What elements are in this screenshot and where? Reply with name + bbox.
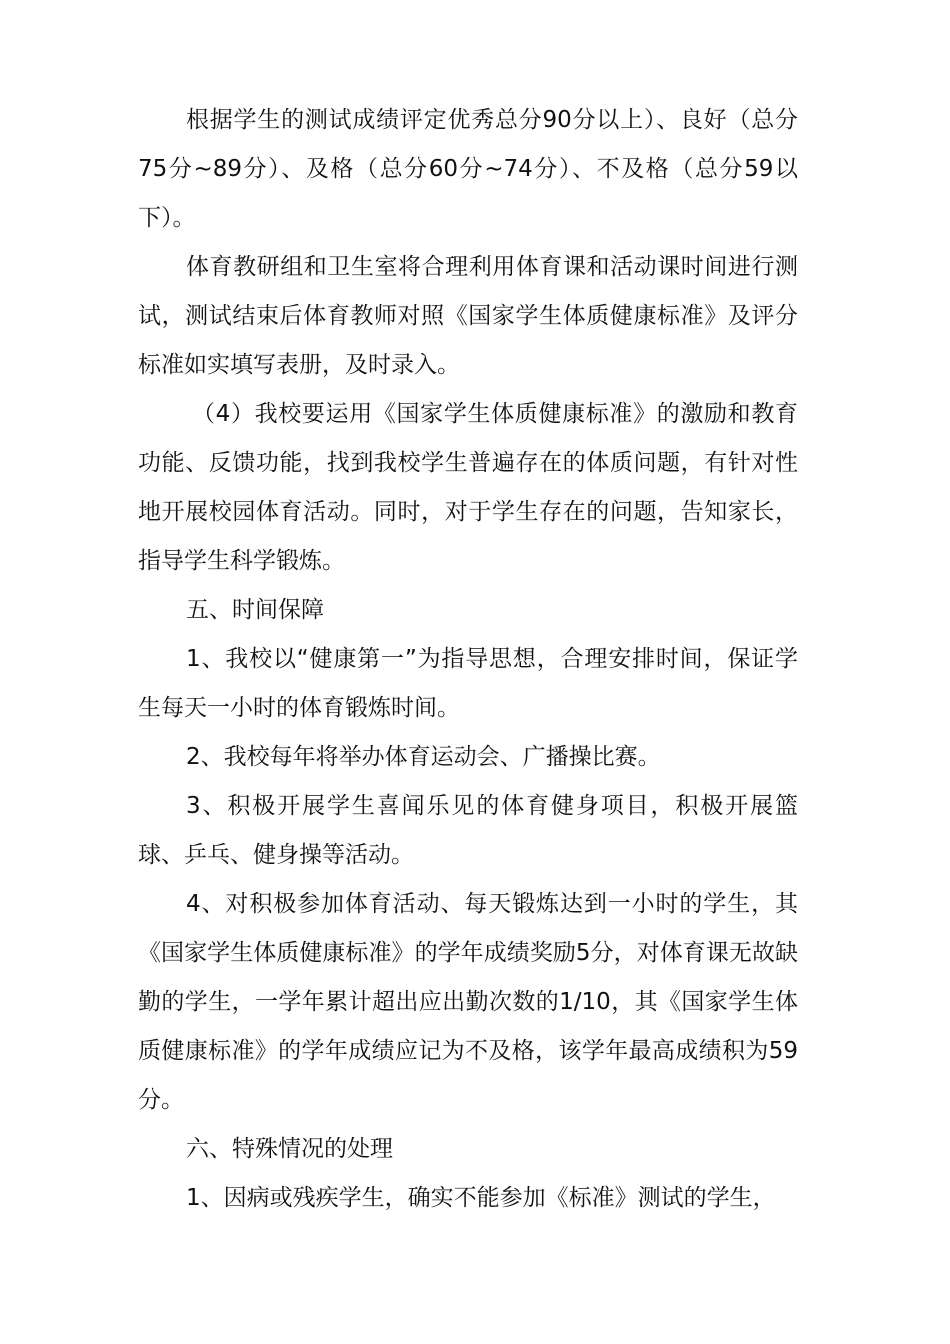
paragraph-standard-usage: （4）我校要运用《国家学生体质健康标准》的激励和教育功能、反馈功能，找到我校学生普遍存在的体质问题，有针对性地开展校园体育活动。同时，对于学生存在的问题，告知家长，指导学生科学锻炼。 <box>138 401 798 574</box>
paragraph-special-item-1: 1、因病或残疾学生，确实不能参加《标准》测试的学生， <box>186 1185 776 1211</box>
paragraph-test-arrangement: 体育教研组和卫生室将合理利用体育课和活动课时间进行测试，测试结束后体育教师对照《国家学生体质健康标准》及评分标准如实填写表册，及时录入。 <box>138 254 798 378</box>
document-page <box>138 96 798 1223</box>
paragraph-item-3: 3、积极开展学生喜闻乐见的体育健身项目，积极开展篮球、乒乓、健身操等活动。 <box>138 793 798 868</box>
section-heading-time-guarantee: 五、时间保障 <box>186 597 324 623</box>
paragraph-grading-levels: 根据学生的测试成绩评定优秀总分90分以上）、良好（总分75分~89分）、及格（总分60分~74分）、不及格（总分59以下）。 <box>138 107 798 231</box>
paragraph-item-1: 1、我校以“健康第一”为指导思想，合理安排时间，保证学生每天一小时的体育锻炼时间。 <box>138 646 798 721</box>
paragraph-item-4: 4、对积极参加体育活动、每天锻炼达到一小时的学生，其《国家学生体质健康标准》的学年成绩奖励5分，对体育课无故缺勤的学生，一学年累计超出应出勤次数的1/10，其《国家学生体质健康标准》的学年成绩应记为不及格，该学年最高成绩积为59分。 <box>138 891 798 1113</box>
section-heading-special-cases: 六、特殊情况的处理 <box>186 1136 393 1162</box>
paragraph-item-2: 2、我校每年将举办体育运动会、广播操比赛。 <box>186 744 661 770</box>
